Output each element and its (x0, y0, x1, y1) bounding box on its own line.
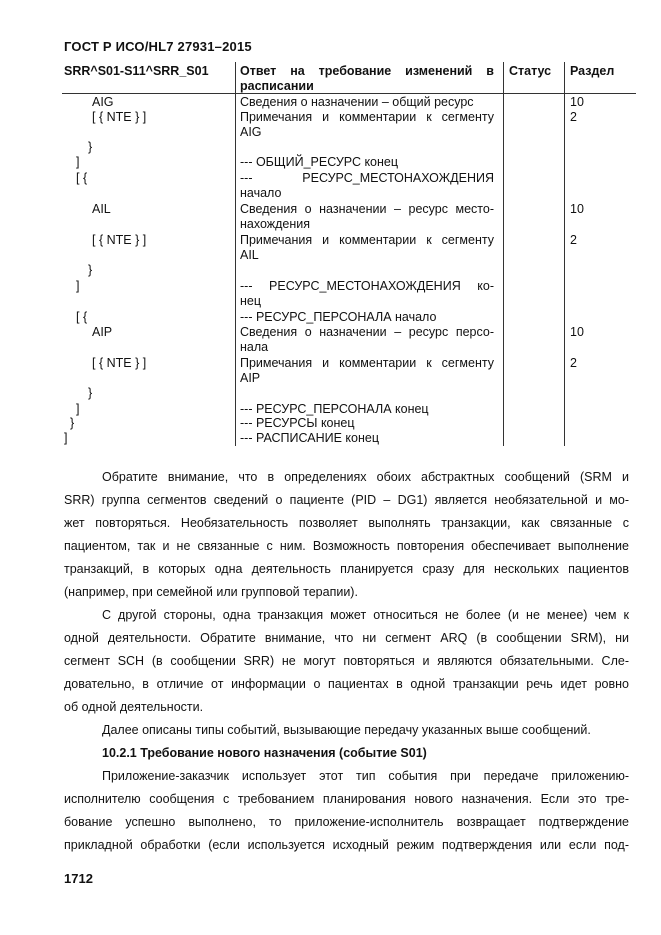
table-column-divider (564, 62, 565, 446)
table-row-segment: [ { NTE } ] (92, 356, 147, 370)
table-row-segment: [ { NTE } ] (92, 110, 147, 124)
paragraph-line: прикладной обработки (если используется исходный режим подтверждения или если под- (64, 838, 629, 852)
paragraph-line: исполнителю сообщения с требованием планирования нового назначения. Если это тре- (64, 792, 629, 806)
table-row-segment: [ { NTE } ] (92, 233, 147, 247)
section-heading-text: 10.2.1 Требование нового назначения (событие S01) (102, 746, 427, 760)
table-row-segment: AIP (92, 325, 113, 339)
document-header: ГОСТ Р ИСО/HL7 27931–2015 (64, 39, 252, 54)
section-heading (64, 742, 629, 765)
table-row-segment: } (70, 416, 75, 430)
table-row-description (240, 402, 494, 417)
description-line: Примечания и комментарии к сегменту (240, 233, 494, 247)
paragraph-line: довательно, в отличие от информации о пациентах в одной транзакции речь идет ровно (64, 677, 629, 691)
paragraph-line: пациентом, так и не связанные с ним. Возможность повторения обеспечивает выполнение (64, 539, 629, 553)
description-line: --- РЕСУРС_ПЕРСОНАЛА конец (240, 402, 429, 416)
description-line: AIG (240, 125, 262, 139)
description-line: Примечания и комментарии к сегменту (240, 110, 494, 124)
table-row-description (240, 279, 494, 309)
table-column-divider (235, 62, 236, 446)
col-header-description (240, 64, 494, 94)
paragraph-line: жет повторяться. Необязательность позволяет выполнять транзакции, как связанные с (64, 516, 629, 530)
paragraph-event-types (64, 719, 629, 742)
table-row-segment: AIG (92, 95, 114, 109)
paragraph-line: С другой стороны, одна транзакция может относиться не более (и не менее) чем к (102, 608, 629, 622)
description-line: AIL (240, 248, 259, 262)
description-line: нахождения (240, 217, 311, 231)
col-header-description-line1: Ответ на требование изменений в (240, 64, 494, 78)
paragraph-line: одной деятельности. Обратите внимание, что ни сегмент ARQ (в сообщении SRM), ни (64, 631, 629, 645)
table-row-segment: [ { (76, 310, 88, 324)
description-line: Сведения о назначении – общий ресурс (240, 95, 474, 109)
table-row-segment: AIL (92, 202, 111, 216)
table-row-section: 10 (570, 95, 584, 109)
table-row-description (240, 95, 494, 110)
table-row-segment: ] (76, 155, 80, 169)
description-line: AIP (240, 371, 261, 385)
col-header-description-line2: расписании (240, 79, 314, 93)
table-row-description (240, 171, 494, 201)
table-row-section: 2 (570, 233, 577, 247)
description-line: --- ОБЩИЙ_РЕСУРС конец (240, 155, 399, 169)
table-row-segment: } (88, 263, 93, 277)
description-line: --- РЕСУРС_МЕСТОНАХОЖДЕНИЯ (240, 171, 494, 185)
page-number: 1712 (64, 871, 93, 886)
paragraph-line: Приложение-заказчик использует этот тип события при передаче приложению- (102, 769, 629, 783)
table-column-divider (503, 62, 504, 446)
table-row-section: 10 (570, 325, 584, 339)
table-row-description (240, 110, 494, 140)
col-header-status: Статус (509, 64, 552, 78)
table-row-description (240, 310, 494, 325)
table-row-segment: [ { (76, 171, 88, 185)
col-header-message: SRR^S01-S11^SRR_S01 (64, 64, 209, 78)
description-line: нала (240, 340, 269, 354)
description-line: нец (240, 294, 262, 308)
description-line: --- РЕСУРС_МЕСТОНАХОЖДЕНИЯ ко- (240, 279, 494, 293)
table-row-section: 10 (570, 202, 584, 216)
table-row-segment: ] (64, 431, 68, 445)
paragraph-line: (например, при семейной или групповой терапии). (64, 585, 358, 599)
paragraph-line: SRR) группа сегментов сведений о пациенте (PID – DG1) является необязательной и мо- (64, 493, 629, 507)
col-header-section: Раздел (570, 64, 615, 78)
table-row-section: 2 (570, 356, 577, 370)
table-header-rule (62, 93, 636, 94)
paragraph-line: Далее описаны типы событий, вызывающие передачу указанных выше сообщений. (102, 723, 591, 737)
paragraph-line: бование успешно выполнено, то приложение-исполнитель возвращает подтверждение (64, 815, 629, 829)
description-line: Примечания и комментарии к сегменту (240, 356, 494, 370)
table-row-segment: } (88, 140, 93, 154)
paragraph-line: сегмент SCH (в сообщении SRR) не могут повторяться и являются обязательными. Сле- (64, 654, 629, 668)
table-row-segment: } (88, 386, 93, 400)
description-line: --- РАСПИСАНИЕ конец (240, 431, 380, 445)
table-row-description (240, 416, 494, 431)
table-row-description (240, 233, 494, 263)
paragraph-new-appointment (64, 765, 629, 857)
description-line: Сведения о назначении – ресурс место- (240, 202, 494, 216)
table-row-description (240, 155, 494, 170)
description-line: начало (240, 186, 282, 200)
table-row-description (240, 325, 494, 355)
paragraph-line: об одной деятельности. (64, 700, 204, 714)
table-row-description (240, 202, 494, 232)
table-row-description (240, 431, 494, 446)
paragraph-single-activity (64, 604, 629, 719)
table-row-segment: ] (76, 279, 80, 293)
table-row-description (240, 356, 494, 386)
paragraph-patient-group (64, 466, 629, 604)
description-line: --- РЕСУРСЫ конец (240, 416, 355, 430)
paragraph-line: Обратите внимание, что в определениях обоих абстрактных сообщений (SRM и (102, 470, 629, 484)
description-line: Сведения о назначении – ресурс персо- (240, 325, 494, 339)
paragraph-line: транзакций, в которых одна деятельность планируется сразу для нескольких пациентов (64, 562, 629, 576)
description-line: --- РЕСУРС_ПЕРСОНАЛА начало (240, 310, 437, 324)
table-row-segment: ] (76, 402, 80, 416)
table-row-section: 2 (570, 110, 577, 124)
